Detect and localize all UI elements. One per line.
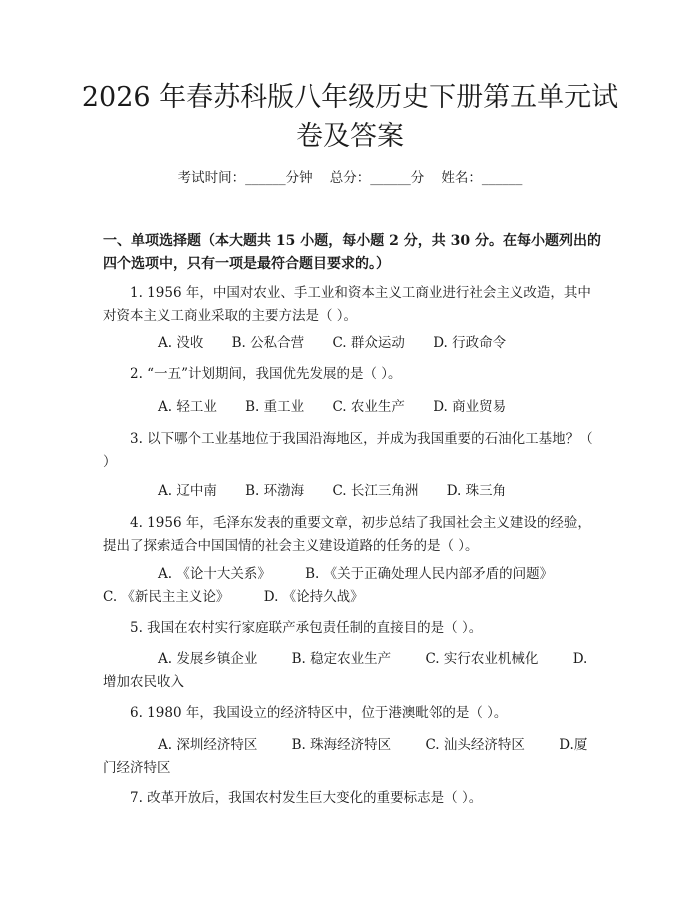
q1-option-a: A. 没收 [158,335,204,351]
q3-option-d: D. 珠三角 [446,483,507,499]
question-2-options [103,396,599,419]
q6-option-d: D.厦门经济特区 [103,737,588,776]
q3-option-b: B. 环渤海 [245,483,305,499]
question-2: 2. “一五”计划期间，我国优先发展的是（ ）。 [130,366,402,382]
q5-option-d: D. 增加农民收入 [103,651,588,690]
section-heading: 一、单项选择题（本大题共 15 小题，每小题 2 分，共 30 分。在每小题列出的四个选项中，只有一项是最符合题目要求的。） [103,233,601,272]
question-4-options [103,563,599,609]
question-6-options [103,734,599,780]
question-3: 3. 以下哪个工业基地位于我国沿海地区，并成为我国重要的石油化工基地？（ ） [103,431,593,470]
question-1: 1. 1956 年，中国对农业、手工业和资本主义工商业进行社会主义改造，其中对资本主义工商业采取的主要方法是（ ）。 [103,285,591,324]
question-5-options [103,648,599,694]
question-7: 7. 改革开放后，我国农村发生巨大变化的重要标志是（ ）。 [130,790,483,806]
question-3-options [103,480,599,503]
q5-option-c: C. 实行农业机械化 [425,651,539,667]
q6-option-c: C. 汕头经济特区 [425,737,525,753]
q5-option-a: A. 发展乡镇企业 [158,651,258,667]
exam-title-line-2: 卷及答案 [296,121,404,152]
q4-option-b: B. 《关于正确处理人民内部矛盾的问题》 [305,566,554,582]
q2-option-c: C. 农业生产 [332,399,405,415]
q6-option-a: A. 深圳经济特区 [158,737,258,753]
question-5: 5. 我国在农村实行家庭联产承包责任制的直接目的是（ ）。 [130,620,483,636]
q2-option-d: D. 商业贸易 [433,399,507,415]
q1-option-b: B. 公私合营 [231,335,305,351]
question-4: 4. 1956 年，毛泽东发表的重要文章，初步总结了我国社会主义建设的经验，提出了探索适合中国国情的社会主义建设道路的任务的是（ ）。 [103,515,591,554]
exam-info-line: 考试时间：______分钟 总分：______分 姓名：______ [177,170,523,186]
q2-option-b: B. 重工业 [245,399,305,415]
q6-option-b: B. 珠海经济特区 [291,737,392,753]
exam-title [70,78,630,156]
question-1-options [103,332,599,355]
q5-option-b: B. 稳定农业生产 [291,651,392,667]
exam-title-line-1: 2026 年春苏科版八年级历史下册第五单元试 [81,82,619,113]
q1-option-d: D. 行政命令 [433,335,507,351]
q2-option-a: A. 轻工业 [158,399,217,415]
q3-option-a: A. 辽中南 [158,483,217,499]
q1-option-c: C. 群众运动 [332,335,405,351]
q4-option-a: A. 《论十大关系》 [158,566,271,582]
q3-option-c: C. 长江三角洲 [332,483,419,499]
question-6: 6. 1980 年，我国设立的经济特区中，位于港澳毗邻的是（ ）。 [130,705,508,721]
q4-option-c: C. 《新民主主义论》 [103,589,230,605]
q4-option-d: D. 《论持久战》 [263,589,364,605]
